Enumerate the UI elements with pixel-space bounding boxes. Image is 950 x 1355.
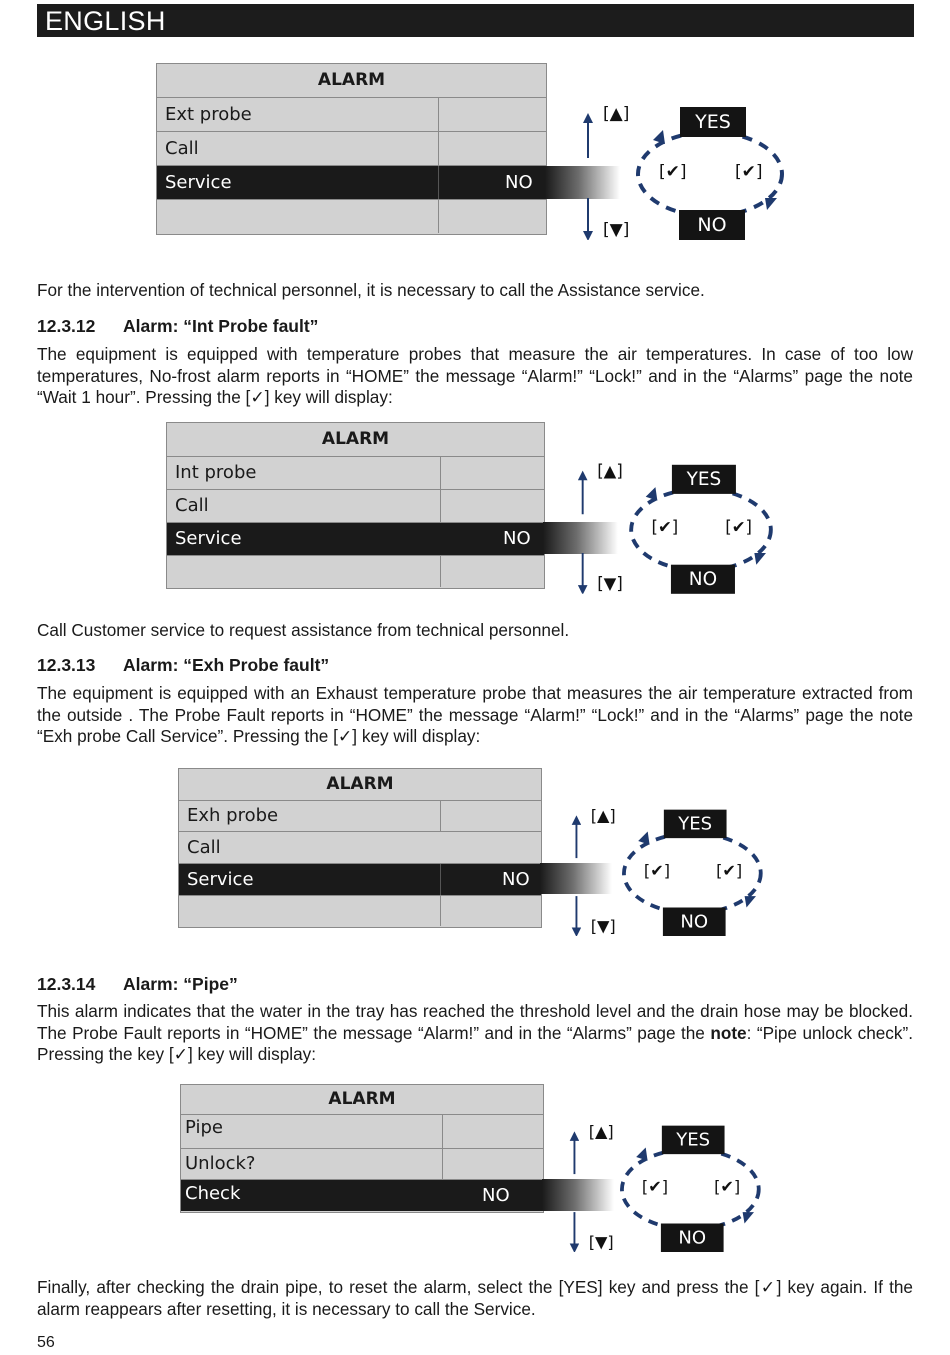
no-key: NO — [663, 908, 726, 937]
panel-row — [179, 896, 541, 926]
section-title: Alarm: “Pipe” — [123, 974, 238, 994]
panel-row — [181, 1149, 543, 1180]
row-value: NO — [482, 1185, 510, 1206]
no-key: NO — [679, 210, 745, 240]
confirm-key-label-right: [✔] — [714, 1177, 741, 1197]
section-heading-12-3-13 — [37, 655, 329, 676]
panel-title: ALARM — [167, 423, 544, 457]
keypad-diagram — [572, 458, 785, 594]
yes-key: YES — [672, 465, 736, 494]
up-key-label: [▲] — [590, 806, 616, 826]
paragraph-int-probe: The equipment is equipped with temperature probes that measure the air temperatures. In case of too low temperatures, No-frost alarm reports in “HOME” the message “Alarm!” “Lock!” and in the “Alarms” page the note “Wait 1 hour”. Pressing the [✓] key will display: — [37, 344, 913, 407]
section-title: Alarm: “Int Probe fault” — [123, 316, 319, 336]
alarm-panel-pipe — [180, 1084, 544, 1213]
row-label: Call — [175, 495, 209, 516]
panel-row — [179, 832, 541, 864]
confirm-key-label-right: [✔] — [716, 861, 743, 881]
panel-row-selected — [181, 1180, 543, 1211]
no-key: NO — [671, 565, 735, 594]
alarm-panel-int-probe — [166, 422, 545, 589]
confirm-key-label-right: [✔] — [735, 162, 763, 182]
panel-row — [157, 132, 546, 166]
paragraph-pipe-part-a: This alarm indicates that the water in the tray has reached the threshold level and the drain hose may be blocked. The Probe Fault reports in “HOME” the message “Alarm!” and in the “Alarms” page the — [37, 1001, 913, 1043]
row-label: Service — [165, 172, 232, 193]
row-value-cell — [442, 1115, 543, 1148]
down-key-label: [▼] — [590, 917, 616, 936]
row-label: Pipe — [185, 1117, 223, 1138]
yes-key: YES — [664, 810, 727, 839]
section-title: Alarm: “Exh Probe fault” — [123, 655, 330, 675]
keypad-diagram — [564, 1119, 773, 1252]
down-key-label: [▼] — [588, 1233, 614, 1252]
language-title: ENGLISH — [45, 6, 166, 36]
panel-title: ALARM — [179, 769, 541, 801]
row-value-cell — [440, 556, 544, 587]
row-value-cell — [438, 132, 546, 165]
row-value-cell — [440, 801, 541, 831]
confirm-key-label-right: [✔] — [725, 518, 752, 538]
row-value-cell — [440, 896, 541, 926]
panel-row-selected — [179, 864, 541, 896]
row-label: Service — [175, 528, 242, 549]
paragraph-call-customer: Call Customer service to request assistance from technical personnel. — [37, 620, 570, 640]
section-number: 12.3.14 — [37, 974, 96, 994]
section-heading-12-3-12 — [37, 316, 318, 337]
down-key-label: [▼] — [603, 220, 630, 240]
panel-row — [157, 200, 546, 233]
panel-row — [167, 490, 544, 523]
row-label: Call — [187, 837, 221, 858]
panel-row — [181, 1115, 543, 1149]
row-label: Unlock? — [185, 1153, 256, 1174]
row-value: NO — [502, 869, 530, 890]
page-number: 56 — [37, 1334, 55, 1351]
yes-key: YES — [680, 107, 746, 137]
note-word: note — [710, 1022, 747, 1043]
panel-row-selected — [167, 523, 544, 556]
row-label: Check — [185, 1183, 241, 1204]
language-header — [37, 4, 914, 37]
section-number: 12.3.13 — [37, 655, 96, 675]
panel-row — [179, 801, 541, 832]
confirm-key-label-left: [✔] — [651, 518, 679, 538]
section-heading-12-3-14 — [37, 974, 238, 995]
keypad-diagram — [566, 803, 775, 936]
row-value-cell — [438, 200, 546, 233]
row-label: Ext probe — [165, 104, 252, 125]
down-key-label: [▼] — [597, 574, 623, 594]
row-label: Int probe — [175, 462, 257, 483]
confirm-key-label-left: [✔] — [659, 162, 687, 182]
keypad-diagram — [577, 100, 797, 240]
section-number: 12.3.12 — [37, 316, 96, 336]
panel-title: ALARM — [181, 1085, 543, 1115]
up-key-label: [▲] — [603, 104, 630, 124]
yes-key: YES — [662, 1126, 725, 1155]
row-value-cell — [438, 98, 546, 131]
no-key: NO — [661, 1224, 724, 1253]
panel-title: ALARM — [157, 64, 546, 98]
panel-row — [157, 98, 546, 132]
paragraph-pipe — [37, 1001, 913, 1066]
row-value-cell — [442, 1149, 543, 1179]
row-label: Exh probe — [187, 805, 279, 826]
up-key-label: [▲] — [597, 461, 623, 482]
alarm-panel-ext-probe — [156, 63, 547, 235]
alarm-panel-exh-probe — [178, 768, 542, 928]
row-value-cell — [440, 457, 544, 489]
paragraph-assistance: For the intervention of technical personnel, it is necessary to call the Assistance service. — [37, 280, 705, 300]
row-value: NO — [505, 172, 533, 193]
row-label: Call — [165, 138, 199, 159]
panel-row-selected — [157, 166, 546, 200]
paragraph-exh-probe: The equipment is equipped with an Exhaust temperature probe that measures the air temperature extracted from the outside . The Probe Fault reports in “HOME” the message “Alarm!” “Lock!” and in the “Alarms” page the note “Exh probe Call Service”. Pressing the [✓] key will display: — [37, 683, 913, 746]
confirm-key-label-left: [✔] — [643, 861, 671, 881]
row-value: NO — [503, 528, 531, 549]
panel-row — [167, 457, 544, 490]
paragraph-final: Finally, after checking the drain pipe, to reset the alarm, select the [YES] key and press the [✓] key again. If the alarm reappears after resetting, it is necessary to call the Service. — [37, 1277, 913, 1319]
row-label: Service — [187, 869, 254, 890]
confirm-key-label-left: [✔] — [641, 1177, 669, 1197]
panel-row — [167, 556, 544, 587]
up-key-label: [▲] — [588, 1122, 614, 1142]
paragraph-pipe-part-b: : “Pipe unlock check”. Pressing the key [✓] key will display: — [37, 1022, 913, 1064]
row-value-cell — [440, 490, 544, 522]
